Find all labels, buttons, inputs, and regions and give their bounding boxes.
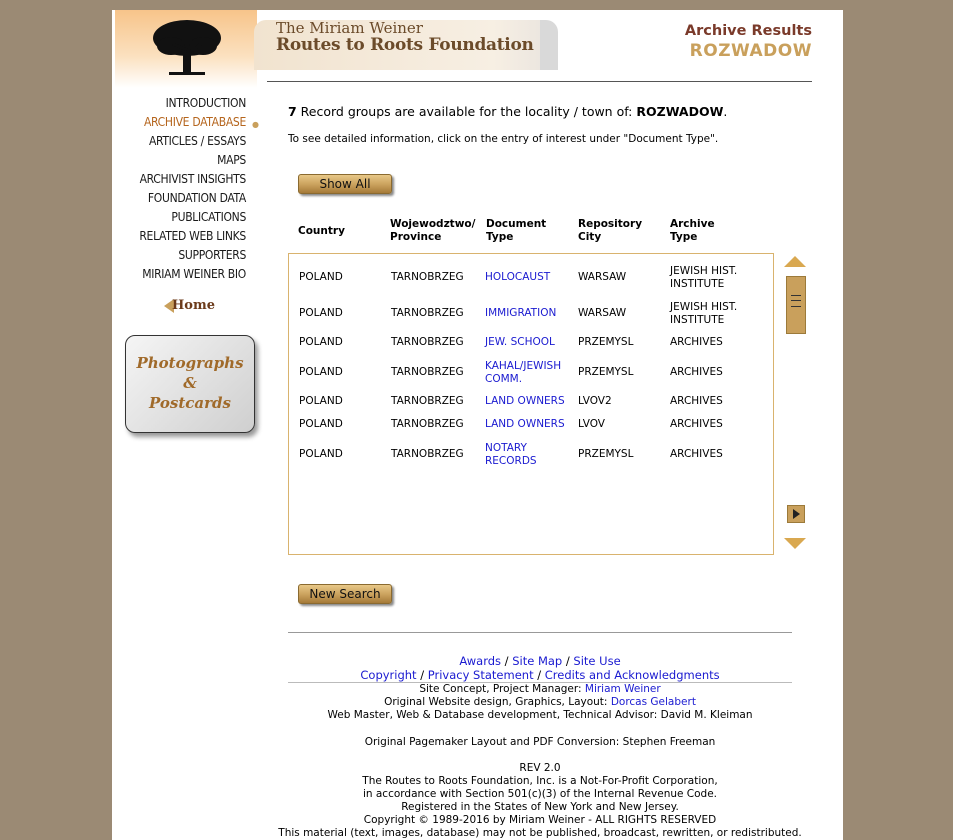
cell-province: TARNOBRZEG	[391, 418, 464, 430]
sep: /	[562, 654, 574, 668]
nav-supporters[interactable]: SUPPORTERS	[178, 248, 246, 262]
cell-archive-l2: INSTITUTE	[670, 314, 725, 326]
footer-divider	[288, 632, 792, 633]
logo[interactable]	[115, 10, 257, 88]
cell-country: POLAND	[299, 418, 343, 430]
cell-city: PRZEMYSL	[578, 448, 634, 460]
tree-icon	[151, 16, 223, 80]
summary-text: Record groups are available for the locality / town of:	[296, 104, 637, 119]
cell-province: TARNOBRZEG	[391, 448, 464, 460]
doc-type-link[interactable]: JEW. SCHOOL	[485, 336, 555, 348]
footer-links-1	[288, 654, 792, 668]
dorcas-gelabert-link[interactable]: Dorcas Gelabert	[610, 696, 696, 708]
cell-city: LVOV2	[578, 395, 612, 407]
show-all-button[interactable]: Show All	[298, 174, 392, 194]
col-doctype-l1: Document	[486, 218, 547, 230]
sep: /	[501, 654, 513, 668]
summary-town: ROZWADOW	[636, 104, 724, 119]
cell-country: POLAND	[299, 448, 343, 460]
cell-archive-type: ARCHIVES	[670, 366, 723, 378]
active-dot-icon: ●	[252, 120, 259, 129]
new-search-button[interactable]: New Search	[298, 584, 392, 604]
cell-country: POLAND	[299, 366, 343, 378]
footer-pagemaker: Original Pagemaker Layout and PDF Conversion: Stephen Freeman	[364, 736, 716, 748]
record-summary	[288, 104, 727, 119]
nav-publications[interactable]: PUBLICATIONS	[171, 210, 246, 224]
col-archive-l2: Type	[670, 231, 698, 243]
nav-maps[interactable]: MAPS	[217, 153, 246, 167]
scroll-down-icon[interactable]	[784, 538, 806, 549]
col-doctype-l2: Type	[486, 231, 514, 243]
col-document-type	[486, 218, 546, 244]
scroll-up-icon[interactable]	[784, 256, 806, 267]
record-count: 7	[288, 104, 297, 119]
col-country-label: Country	[298, 225, 345, 237]
cell-archive-type: ARCHIVES	[670, 418, 723, 430]
footer-webmaster: Web Master, Web & Database development, Technical Advisor: David M. Kleiman	[327, 709, 753, 721]
sidebar-nav	[112, 94, 259, 284]
sep: /	[416, 668, 428, 682]
nav-miriam-weiner-bio[interactable]: MIRIAM WEINER BIO	[142, 267, 246, 281]
page	[112, 10, 843, 840]
home-label: Home	[172, 298, 215, 313]
footer-material: This material (text, images, database) may not be published, broadcast, rewritten, or redistributed.	[278, 827, 802, 839]
doc-type-link[interactable]: LAND OWNERS	[485, 418, 565, 430]
summary-period: .	[723, 104, 728, 119]
home-button[interactable]	[164, 298, 215, 313]
scrollbar-thumb[interactable]	[786, 276, 806, 334]
doc-type-link[interactable]: NOTARY	[485, 442, 527, 454]
doc-type-link[interactable]: IMMIGRATION	[485, 307, 557, 319]
cell-province: TARNOBRZEG	[391, 336, 464, 348]
town-name: ROZWADOW	[689, 41, 812, 61]
copyright-link[interactable]: Copyright	[360, 668, 417, 682]
page-title: Archive Results	[684, 23, 812, 39]
col-archive-l1: Archive	[670, 218, 715, 230]
photographs-postcards-link[interactable]	[125, 335, 255, 433]
col-repository-city	[578, 218, 642, 244]
footer-design	[288, 696, 792, 709]
photo-line3: Postcards	[149, 394, 231, 412]
cell-archive-type: ARCHIVES	[670, 448, 723, 460]
play-right-icon[interactable]	[787, 505, 805, 523]
cell-province: TARNOBRZEG	[391, 395, 464, 407]
nav-foundation-data[interactable]: FOUNDATION DATA	[147, 191, 246, 205]
nav-archivist-insights[interactable]: ARCHIVIST INSIGHTS	[139, 172, 246, 186]
nav-archive-database[interactable]: ARCHIVE DATABASE	[143, 115, 246, 129]
footer-nonprofit-1: The Routes to Roots Foundation, Inc. is a Not-For-Profit Corporation,	[362, 775, 718, 787]
cell-city: WARSAW	[578, 271, 627, 283]
col-repo-l1: Repository	[578, 218, 643, 230]
cell-archive-type: ARCHIVES	[670, 395, 723, 407]
header-divider	[267, 81, 812, 82]
cell-archive-l1: JEWISH HIST.	[670, 301, 738, 313]
col-archive-type	[670, 218, 715, 244]
banner-line2: Routes to Roots Foundation	[276, 35, 534, 55]
miriam-weiner-link[interactable]: Miriam Weiner	[584, 683, 661, 695]
footer-rev: REV 2.0	[519, 762, 561, 774]
col-province	[390, 218, 475, 244]
site-use-link[interactable]: Site Use	[573, 654, 621, 668]
cell-city: PRZEMYSL	[578, 366, 634, 378]
cell-country: POLAND	[299, 395, 343, 407]
cell-city: PRZEMYSL	[578, 336, 634, 348]
nav-articles-essays[interactable]: ARTICLES / ESSAYS	[148, 134, 246, 148]
photo-line2: &	[183, 374, 197, 392]
col-repo-l2: City	[578, 231, 602, 243]
doc-type-link[interactable]: HOLOCAUST	[485, 271, 551, 283]
cell-city: WARSAW	[578, 307, 627, 319]
nav-introduction[interactable]: INTRODUCTION	[165, 96, 246, 110]
photo-line1: Photographs	[136, 354, 244, 372]
cell-city: LVOV	[578, 418, 605, 430]
banner-shadow	[540, 20, 558, 70]
design-text: Original Website design, Graphics, Layout:	[384, 696, 611, 708]
awards-link[interactable]: Awards	[459, 654, 502, 668]
cell-country: POLAND	[299, 336, 343, 348]
nav-related-web-links[interactable]: RELATED WEB LINKS	[139, 229, 246, 243]
footer-nonprofit-2: in accordance with Section 501(c)(3) of the Internal Revenue Code.	[362, 788, 718, 800]
cell-country: POLAND	[299, 307, 343, 319]
cell-archive-l1: JEWISH HIST.	[670, 265, 738, 277]
cell-country: POLAND	[299, 271, 343, 283]
footer-links-2	[288, 668, 792, 682]
doc-type-link-l2[interactable]: RECORDS	[485, 455, 537, 467]
instructions: To see detailed information, click on the entry of interest under "Document Type".	[288, 133, 719, 145]
col-province-l2: Province	[390, 231, 442, 243]
footer-copyright: Copyright © 1989-2016 by Miriam Weiner - ALL RIGHTS RESERVED	[363, 814, 717, 826]
footer-concept	[288, 683, 792, 696]
privacy-link[interactable]: Privacy Statement	[427, 668, 534, 682]
cell-archive-l2: INSTITUTE	[670, 278, 725, 290]
sep: /	[533, 668, 545, 682]
grip-icon	[791, 295, 801, 307]
cell-province: TARNOBRZEG	[391, 271, 464, 283]
records-list	[288, 253, 774, 555]
doc-type-link[interactable]: LAND OWNERS	[485, 395, 565, 407]
doc-type-link-l2[interactable]: COMM.	[485, 373, 523, 385]
doc-type-link[interactable]: KAHAL/JEWISH	[485, 360, 562, 372]
site-map-link[interactable]: Site Map	[512, 654, 563, 668]
footer-registered: Registered in the States of New York and New Jersey.	[401, 801, 679, 813]
banner-line1: The Miriam Weiner	[276, 19, 423, 37]
cell-province: TARNOBRZEG	[391, 307, 464, 319]
col-country	[298, 225, 345, 238]
cell-province: TARNOBRZEG	[391, 366, 464, 378]
concept-text: Site Concept, Project Manager:	[419, 683, 585, 695]
col-province-l1: Wojewodztwo/	[390, 218, 476, 230]
cell-archive-type: ARCHIVES	[670, 336, 723, 348]
credits-link[interactable]: Credits and Acknowledgments	[544, 668, 720, 682]
